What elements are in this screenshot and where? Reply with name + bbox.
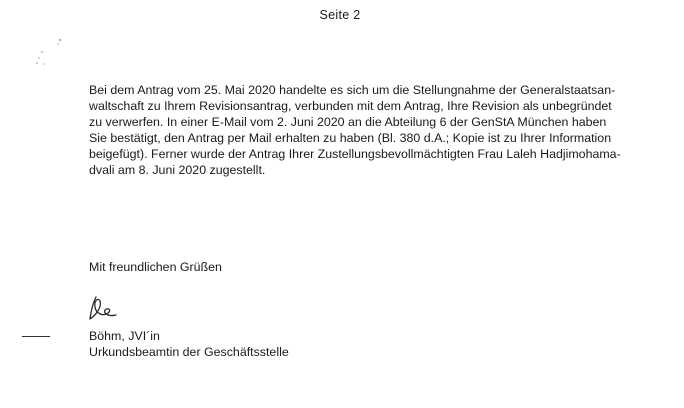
handwritten-signature-icon	[86, 295, 122, 325]
signer-title: Urkundsbeamtin der Geschäftsstelle	[89, 345, 289, 359]
body-line: Sie bestätigt, den Antrag per Mail erhalten zu haben (Bl. 380 d.A.; Kopie ist zu Ihrer Information	[89, 131, 612, 145]
page-number: Seite 2	[319, 8, 361, 22]
margin-fold-mark	[22, 336, 50, 337]
body-line: zu verwerfen. In einer E-Mail vom 2. Juni 2020 an die Abteilung 6 der GenStA München haben	[89, 115, 607, 129]
body-line: dvali am 8. Juni 2020 zugestellt.	[89, 163, 266, 177]
scan-artifact-specks	[30, 36, 70, 72]
signer-name: Böhm, JVI´in	[89, 329, 160, 343]
body-line: waltschaft zu Ihrem Revisionsantrag, verbunden mit dem Antrag, Ihre Revision als unbegründet	[89, 99, 612, 113]
body-line: beigefügt). Ferner wurde der Antrag Ihrer Zustellungsbevollmächtigten Frau Laleh Hadjimohama-	[89, 147, 621, 161]
body-line: Bei dem Antrag vom 25. Mai 2020 handelte es sich um die Stellungnahme der Generalstaatsan-	[89, 83, 616, 97]
letter-body	[89, 82, 649, 178]
closing-greeting: Mit freundlichen Grüßen	[89, 260, 222, 274]
